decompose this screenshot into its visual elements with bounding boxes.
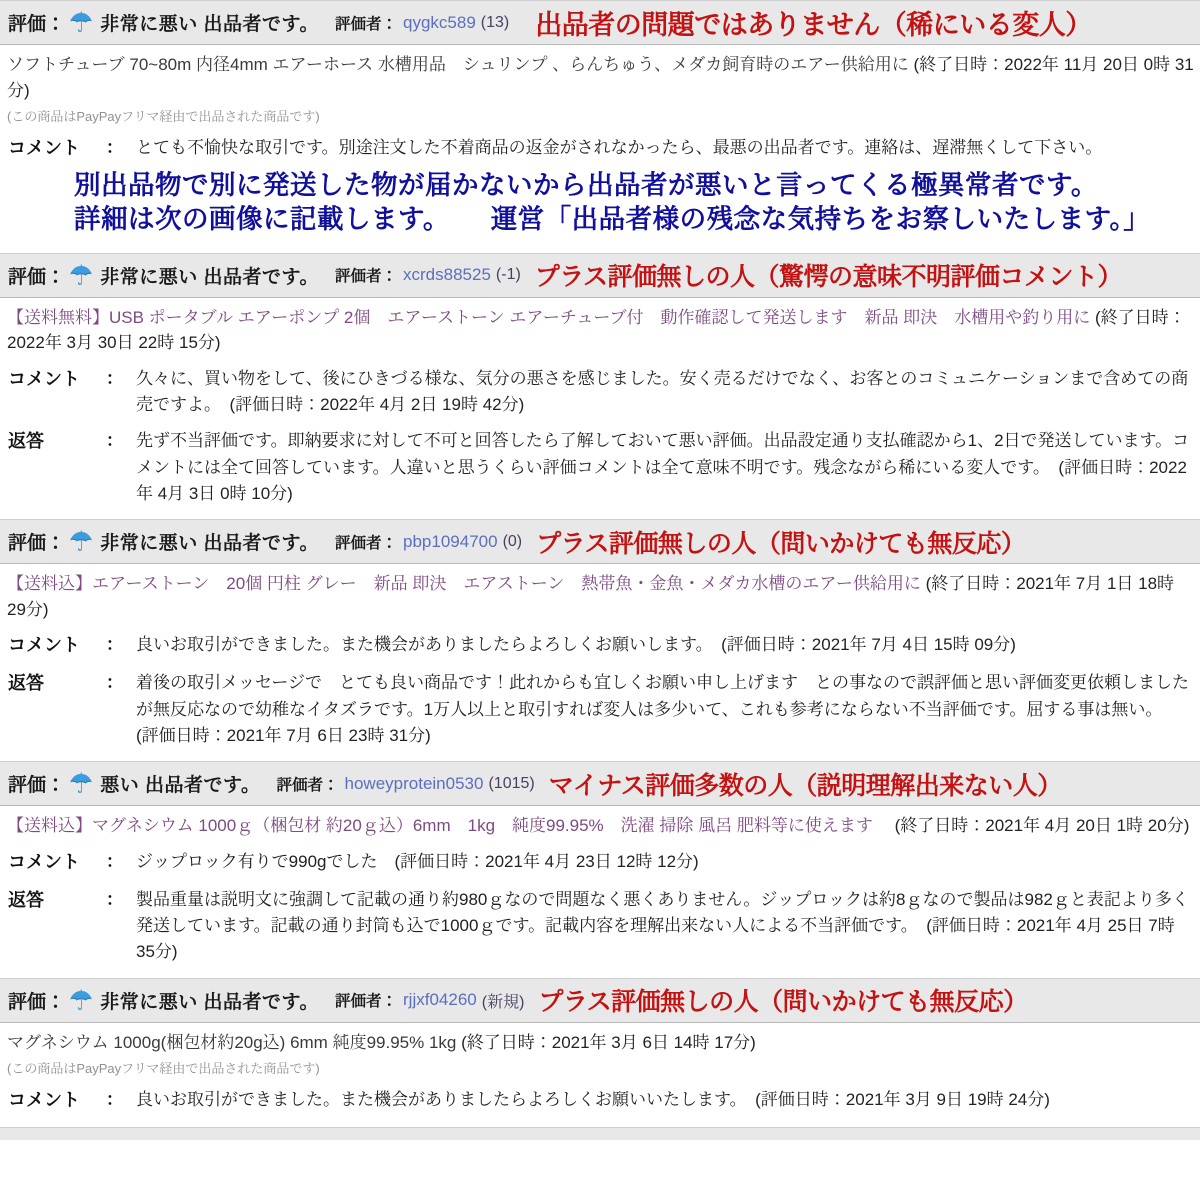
- seller-note-line1: 別出品物で別に発送した物が届かないから出品者が悪いと言ってくる極異常者です。: [74, 169, 1098, 200]
- comment-colon: ：: [106, 138, 123, 157]
- seller-note: [0, 163, 1200, 241]
- rating-label: 評価：: [8, 266, 66, 288]
- comment-row: [0, 839, 1200, 877]
- item-line: [0, 1023, 1200, 1056]
- rating-label: 評価：: [8, 991, 66, 1013]
- item-title-link[interactable]: 【送料込】エアーストーン 20個 円柱 グレー 新品 即決 エアストーン 熱帯魚・金魚・メダカ水槽のエアー供給用に: [7, 574, 926, 594]
- rater-id-link[interactable]: rjjxf04260: [403, 990, 477, 1010]
- bad-rating-umbrella-icon: ☂: [69, 984, 94, 1015]
- red-annotation-text: プラス評価無しの人（問いかけても無反応）: [536, 529, 1026, 558]
- comment-text: ジップロック有りで990gでした (評価日時：2021年 4月 23日 12時 12分): [136, 851, 699, 871]
- rater-label: 評価者：: [335, 15, 398, 33]
- reply-label: 返答: [8, 889, 44, 910]
- rater-label: 評価者：: [335, 534, 398, 552]
- item-line: [0, 298, 1200, 356]
- item-line: [0, 806, 1200, 839]
- paypay-note: (この商品はPayPayフリマ経由で出品された商品です): [7, 1061, 320, 1077]
- rating-text: 非常に悪い 出品者です。: [100, 14, 319, 35]
- comment-text: とても不愉快な取引です。別途注文した不着商品の返金がされなかったら、最悪の出品者です。連絡は、遅滞無くして下さい。: [136, 138, 1103, 157]
- rater-id-link[interactable]: howeyprotein0530: [344, 773, 484, 793]
- bad-rating-umbrella-icon: ☂: [69, 526, 94, 557]
- bad-rating-umbrella-icon: ☂: [69, 259, 94, 290]
- reply-text: 製品重量は説明文に強調して記載の通り約980ｇなので問題なく悪くありません。ジップロックは約8ｇなので製品は982ｇと表記より多く発送しています。記載の通り封筒も込で1000ｇです。記載内容を理解出来ない人による不当評価です。 (評価日時：2021年 4月 25日 7時 35分): [136, 889, 1189, 962]
- item-end-date: (終了日時：2022年 11月 20日 0時 31分): [7, 55, 1194, 100]
- comment-colon: ：: [106, 368, 123, 388]
- comment-label: コメント: [8, 635, 80, 656]
- rating-label: 評価：: [8, 14, 66, 35]
- red-annotation-text: プラス評価無しの人（問いかけても無反応）: [538, 988, 1028, 1017]
- comment-row: [0, 356, 1200, 419]
- item-title-link[interactable]: 【送料無料】USB ポータブル エアーポンプ 2個 エアーストーン エアーチューブ付 動作確認して発送します 新品 即決 水槽用や釣り用に: [7, 307, 1095, 327]
- rating-header-bar: [0, 253, 1200, 298]
- item-end-date: (終了日時：2021年 4月 20日 1時 20分): [894, 816, 1190, 836]
- red-annotation-text: マイナス評価多数の人（説明理解出来ない人）: [548, 771, 1062, 800]
- rating-header-bar: [0, 978, 1200, 1023]
- reply-label: 返答: [8, 431, 44, 452]
- comment-text: 良いお取引ができました。また機会がありましたらよろしくお願いいたします。 (評価日時：2021年 3月 9日 19時 24分): [136, 1090, 1050, 1110]
- feedback-entry: [0, 978, 1200, 1115]
- rating-text: 非常に悪い 出品者です。: [100, 991, 319, 1013]
- reply-row: [0, 660, 1200, 749]
- rater-feedback-count: (-1): [495, 266, 521, 284]
- rater-id-link[interactable]: pbp1094700: [403, 531, 498, 551]
- feedback-entry: [0, 0, 1200, 241]
- comment-row: [0, 1077, 1200, 1115]
- rating-header-bar: [0, 0, 1200, 45]
- rater-id-link[interactable]: xcrds88525: [403, 265, 491, 285]
- reply-text: 着後の取引メッセージで とても良い商品です！此れからも宜しくお願い申し上げます との事なので誤評価と思い評価変更依頼しましたが無反応なので幼稚なイタズラです。1万人以上と取引すれば変人は多少いて、これも参考にならない不当評価です。屈する事は無い。 (評価日時：2021年 7月 6日 23時 31分): [136, 673, 1189, 745]
- item-title-link: マグネシウム 1000g(梱包材約20g込) 6mm 純度99.95% 1kg: [7, 1032, 462, 1052]
- item-line: [0, 564, 1200, 622]
- comment-colon: ：: [106, 1090, 123, 1110]
- reply-row: [0, 418, 1200, 507]
- item-end-date: (終了日時：2022年 3月 30日 22時 15分): [7, 307, 1186, 353]
- rater-feedback-count: (1015): [488, 774, 535, 792]
- item-title-link: ソフトチューブ 70~80m 内径4mm エアーホース 水槽用品 シュリンプ 、らんちゅう、メダカ飼育時のエアー供給用に: [7, 55, 914, 74]
- rater-label: 評価者：: [276, 776, 339, 794]
- rater-feedback-count: (13): [480, 13, 510, 31]
- comment-colon: ：: [106, 851, 123, 871]
- rater-label: 評価者：: [335, 993, 398, 1011]
- reply-colon: ：: [106, 889, 123, 909]
- next-entry-bar-partial: [0, 1127, 1200, 1140]
- feedback-entry: [0, 253, 1200, 508]
- comment-colon: ：: [106, 635, 123, 655]
- feedback-entry: [0, 761, 1200, 965]
- rating-label: 評価：: [8, 775, 66, 797]
- red-annotation-text: プラス評価無しの人（驚愕の意味不明評価コメント）: [534, 263, 1123, 292]
- comment-label: コメント: [8, 138, 80, 158]
- comment-row: [0, 622, 1200, 660]
- reply-colon: ：: [106, 673, 123, 693]
- reply-colon: ：: [106, 431, 123, 451]
- comment-row: [0, 125, 1200, 163]
- bad-rating-umbrella-icon: ☂: [69, 768, 94, 799]
- rater-id-link[interactable]: qygkc589: [403, 12, 476, 32]
- rating-text: 非常に悪い 出品者です。: [100, 266, 319, 288]
- paypay-note: (この商品はPayPayフリマ経由で出品された商品です): [7, 109, 320, 124]
- reply-label: 返答: [8, 673, 44, 694]
- item-end-date: (終了日時：2021年 3月 6日 14時 17分): [461, 1032, 756, 1052]
- seller-note-line2: 詳細は次の画像に記載します。 運営「出品者様の残念な気持ちをお察しいたします。」: [74, 203, 1151, 234]
- item-title-link[interactable]: 【送料込】マグネシウム 1000ｇ（梱包材 約20ｇ込）6mm 1kg 純度99.95% 洗濯 掃除 風呂 肥料等に使えます: [7, 816, 890, 836]
- rating-label: 評価：: [8, 533, 66, 555]
- item-line: [0, 45, 1200, 103]
- comment-text: 良いお取引ができました。また機会がありましたらよろしくお願いします。 (評価日時：2021年 7月 4日 15時 09分): [136, 635, 1016, 655]
- item-end-date: (終了日時：2021年 7月 1日 18時 29分): [7, 574, 1175, 619]
- rater-feedback-count: (0): [502, 532, 523, 550]
- rater-feedback-count: (新規): [481, 993, 525, 1011]
- rating-text: 悪い 出品者です。: [100, 775, 261, 797]
- rater-label: 評価者：: [335, 268, 398, 286]
- rating-header-bar: [0, 761, 1200, 806]
- rating-text: 非常に悪い 出品者です。: [100, 533, 319, 555]
- comment-label: コメント: [8, 851, 80, 872]
- reply-row: [0, 877, 1200, 966]
- comment-label: コメント: [8, 368, 80, 389]
- comment-label: コメント: [8, 1090, 80, 1111]
- bad-rating-umbrella-icon: ☂: [69, 7, 94, 37]
- red-annotation-text: 出品者の問題ではありません（稀にいる変人）: [535, 10, 1092, 40]
- feedback-entry: [0, 519, 1200, 749]
- comment-text: 久々に、買い物をして、後にひきづる様な、気分の悪さを感じました。安く売るだけでなく、お客とのコミュニケーションまで含めての商売ですよ。 (評価日時：2022年 4月 2日 19時 42分): [136, 368, 1189, 415]
- rating-header-bar: [0, 519, 1200, 564]
- reply-text: 先ず不当評価です。即納要求に対して不可と回答したら了解しておいて悪い評価。出品設定通り支払確認から1、2日で発送しています。コメントには全て回答しています。人違いと思うくらい評価コメントは全て意味不明です。残念ながら稀にいる変人です。 (評価日時：2022年 4月 3日 0時 10分): [136, 431, 1190, 504]
